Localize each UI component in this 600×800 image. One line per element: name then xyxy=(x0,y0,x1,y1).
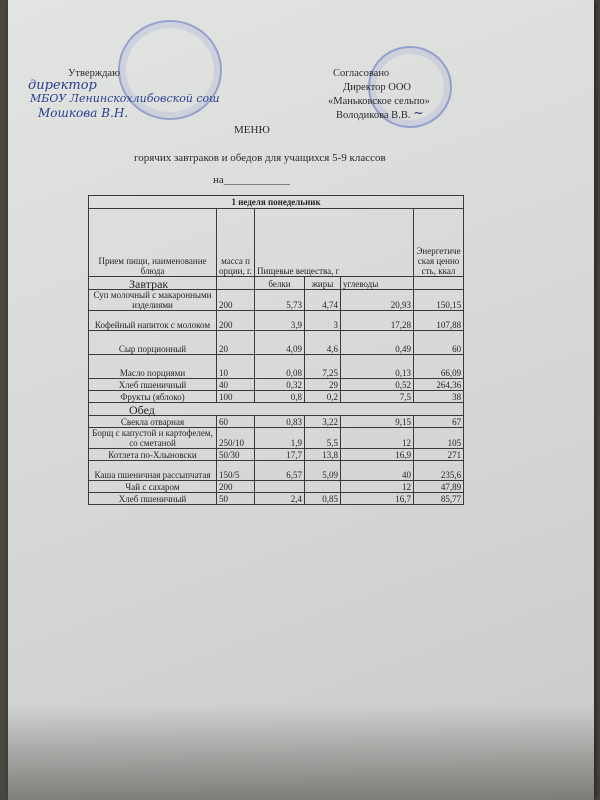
dish-name: Кофейный напиток с молоком xyxy=(89,311,217,331)
sub-header-proteins: белки xyxy=(255,277,305,290)
dish-name: Суп молочный с макаронными изделиями xyxy=(89,290,217,311)
table-row xyxy=(89,355,464,379)
dish-fats: 0,2 xyxy=(305,391,341,403)
dish-fats: 13,8 xyxy=(305,449,341,461)
round-seal-left xyxy=(118,20,222,120)
handwritten-line-2: МБОУ Ленинскохлибовской сош xyxy=(30,92,220,105)
dish-energy: 105 xyxy=(414,428,464,449)
dish-fats: 3,22 xyxy=(305,416,341,428)
dish-proteins: 0,32 xyxy=(255,379,305,391)
dish-fats: 3 xyxy=(305,311,341,331)
week-header: 1 неделя понедельник xyxy=(89,196,464,209)
dish-carbs: 0,52 xyxy=(341,379,414,391)
dish-carbs: 16,9 xyxy=(341,449,414,461)
menu-table xyxy=(88,195,464,505)
dish-energy: 150,15 xyxy=(414,290,464,311)
dish-fats: 5,09 xyxy=(305,461,341,481)
dish-carbs: 12 xyxy=(341,481,414,493)
dish-name: Фрукты (яблоко) xyxy=(89,391,217,403)
handwritten-line-3: Мошкова В.Н. xyxy=(38,106,129,120)
dish-name: Масло порциями xyxy=(89,355,217,379)
dish-carbs: 20,93 xyxy=(341,290,414,311)
dish-energy: 38 xyxy=(414,391,464,403)
table-row xyxy=(89,311,464,331)
dish-energy: 67 xyxy=(414,416,464,428)
dish-carbs: 17,28 xyxy=(341,311,414,331)
paper-sheet xyxy=(8,0,594,800)
table-row xyxy=(89,481,464,493)
dish-mass: 50/30 xyxy=(217,449,255,461)
section-row xyxy=(89,403,464,416)
dish-energy: 235,6 xyxy=(414,461,464,481)
dish-carbs: 7,5 xyxy=(341,391,414,403)
dish-proteins: 5,73 xyxy=(255,290,305,311)
dish-mass: 200 xyxy=(217,290,255,311)
col-header-mass: масса порции, г. xyxy=(217,209,255,277)
dish-energy: 107,88 xyxy=(414,311,464,331)
dish-name: Котлета по-Хлыновски xyxy=(89,449,217,461)
dish-proteins: 3,9 xyxy=(255,311,305,331)
page-title: МЕНЮ xyxy=(234,124,270,136)
table-row xyxy=(89,391,464,403)
table-row xyxy=(89,493,464,505)
sub-header-carbs: углеводы xyxy=(341,277,414,290)
section-title: Завтрак xyxy=(89,277,217,290)
dish-energy: 66,09 xyxy=(414,355,464,379)
approve-left-label: Утверждаю xyxy=(68,68,120,79)
table-row xyxy=(89,449,464,461)
dish-mass: 200 xyxy=(217,481,255,493)
photo-shadow xyxy=(8,705,594,800)
dish-name: Чай с сахаром xyxy=(89,481,217,493)
empty-cell xyxy=(217,277,255,290)
empty-cell xyxy=(414,277,464,290)
dish-mass: 40 xyxy=(217,379,255,391)
dish-carbs: 40 xyxy=(341,461,414,481)
section-title: Обед xyxy=(89,403,464,416)
dish-proteins xyxy=(255,481,305,493)
dish-fats: 7,25 xyxy=(305,355,341,379)
approve-right-line-1: Директор ООО xyxy=(343,82,411,93)
page-subtitle: горячих завтраков и обедов для учащихся 5-9 классов xyxy=(134,152,386,164)
dish-mass: 10 xyxy=(217,355,255,379)
dish-mass: 100 xyxy=(217,391,255,403)
dish-carbs: 16,7 xyxy=(341,493,414,505)
col-header-energy: Энергетическая ценность, ккал xyxy=(414,209,464,277)
dish-fats: 5,5 xyxy=(305,428,341,449)
dish-fats: 29 xyxy=(305,379,341,391)
dish-mass: 150/5 xyxy=(217,461,255,481)
dish-proteins: 1,9 xyxy=(255,428,305,449)
approve-right-line-2: «Маньковское сельпо» xyxy=(328,96,430,107)
dish-proteins: 17,7 xyxy=(255,449,305,461)
dish-fats: 0,85 xyxy=(305,493,341,505)
table-row xyxy=(89,461,464,481)
dish-mass: 20 xyxy=(217,331,255,355)
dish-mass: 200 xyxy=(217,311,255,331)
col-header-nutrients: Пищевые вещества, г xyxy=(255,209,414,277)
dish-name: Хлеб пшеничный xyxy=(89,379,217,391)
dish-energy: 271 xyxy=(414,449,464,461)
sub-header-fats: жиры xyxy=(305,277,341,290)
dish-proteins: 4,09 xyxy=(255,331,305,355)
table-row xyxy=(89,379,464,391)
dish-name: Сыр порционный xyxy=(89,331,217,355)
table-row xyxy=(89,331,464,355)
dish-proteins: 0,08 xyxy=(255,355,305,379)
dish-energy: 47,89 xyxy=(414,481,464,493)
dish-name: Хлеб пшеничный xyxy=(89,493,217,505)
dish-carbs: 0,49 xyxy=(341,331,414,355)
dish-mass: 250/10 xyxy=(217,428,255,449)
dish-energy: 85,77 xyxy=(414,493,464,505)
approve-right-label: Согласовано xyxy=(333,68,390,79)
dish-mass: 50 xyxy=(217,493,255,505)
handwritten-line-1: директор xyxy=(28,78,97,93)
col-header-dish: Прием пищи, наименование блюда xyxy=(89,209,217,277)
dish-fats xyxy=(305,481,341,493)
dish-name: Свекла отварная xyxy=(89,416,217,428)
section-row xyxy=(89,277,464,290)
dish-fats: 4,74 xyxy=(305,290,341,311)
dish-name: Каша пшеничная рассыпчатая xyxy=(89,461,217,481)
dish-proteins: 0,83 xyxy=(255,416,305,428)
signature-right: ~ xyxy=(413,106,424,121)
dish-energy: 264,36 xyxy=(414,379,464,391)
dish-energy: 60 xyxy=(414,331,464,355)
approve-right-line-3: Володикова В.В. xyxy=(336,110,411,121)
dish-mass: 60 xyxy=(217,416,255,428)
dish-name: Борщ с капустой и картофелем, со сметаной xyxy=(89,428,217,449)
dish-carbs: 9,15 xyxy=(341,416,414,428)
dish-proteins: 0,8 xyxy=(255,391,305,403)
table-row xyxy=(89,428,464,449)
dish-carbs: 12 xyxy=(341,428,414,449)
dish-proteins: 6,57 xyxy=(255,461,305,481)
table-row xyxy=(89,416,464,428)
dish-proteins: 2,4 xyxy=(255,493,305,505)
dish-fats: 4,6 xyxy=(305,331,341,355)
dish-carbs: 0,13 xyxy=(341,355,414,379)
table-row xyxy=(89,290,464,311)
date-line: на____________ xyxy=(213,174,290,186)
